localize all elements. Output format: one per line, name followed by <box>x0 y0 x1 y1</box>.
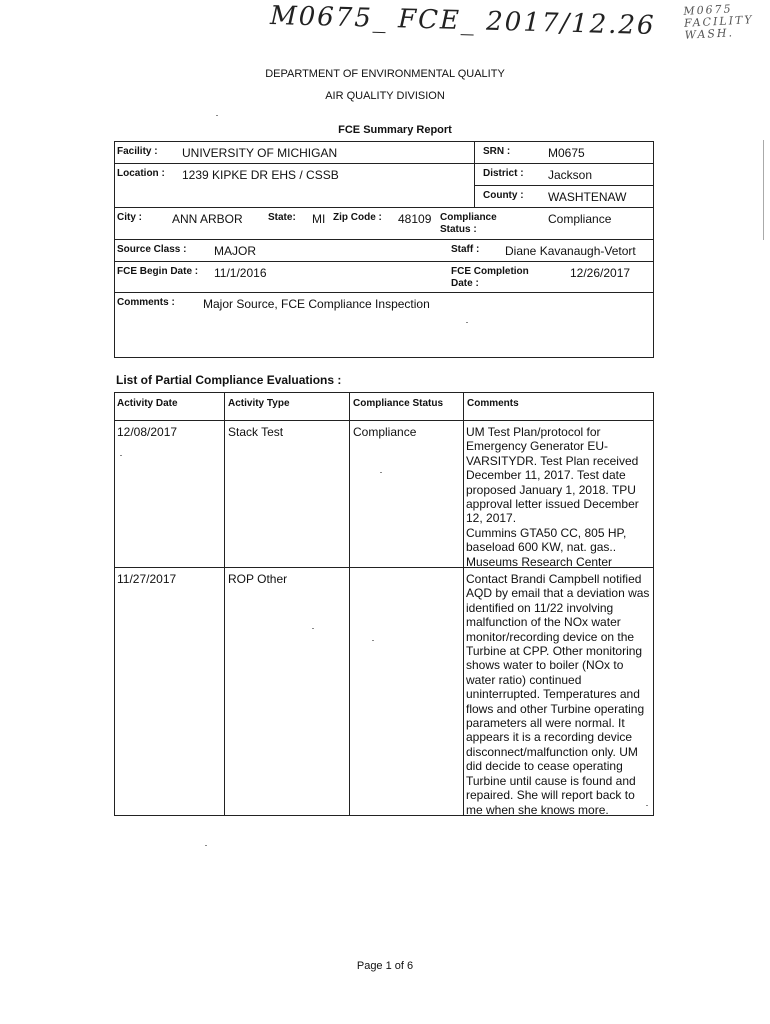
comment-line: did decide to cease operating <box>466 759 623 774</box>
scan-speck <box>216 115 218 116</box>
division-heading: AIR QUALITY DIVISION <box>325 90 445 102</box>
scan-speck <box>312 628 314 629</box>
comment-line: malfunction of the NOx water <box>466 615 621 630</box>
compliance-status-label-2: Status : <box>440 224 477 235</box>
fce-completion-label: FCE Completion <box>451 266 529 277</box>
comment-line: water ratio) continued <box>466 672 582 687</box>
county-label: County : <box>483 190 524 201</box>
column-header-activity-type: Activity Type <box>228 398 290 409</box>
comment-line: VARSITYDR. Test Plan received <box>466 453 639 468</box>
facility-label: Facility : <box>117 146 158 157</box>
source-class-label: Source Class : <box>117 244 187 255</box>
comment-line: shows water to boiler (NOx to <box>466 658 624 673</box>
comment-line: repaired. She will report back to <box>466 788 635 803</box>
facility-value: UNIVERSITY OF MICHIGAN <box>182 146 338 160</box>
srn-label: SRN : <box>483 146 511 157</box>
city-label: City : <box>117 212 142 223</box>
corner-note-line: FACILITY <box>683 13 754 30</box>
city-value: ANN ARBOR <box>172 212 243 226</box>
comments-cell <box>466 572 654 817</box>
zip-value: 48109 <box>398 212 432 226</box>
scan-edge-mark <box>763 140 764 240</box>
comment-line: Turbine until cause is found and <box>466 773 636 788</box>
state-value: MI <box>312 212 326 226</box>
corner-note-line: M0675 <box>683 2 733 18</box>
comment-line: 12, 2017. <box>466 511 517 526</box>
comment-line: December 11, 2017. Test date <box>466 468 626 483</box>
compliance-status-cell: Compliance <box>353 425 417 439</box>
handwritten-corner-note <box>683 2 754 42</box>
comment-line: identified on 11/22 involving <box>466 600 614 615</box>
comment-line: me when she knows more. <box>466 802 609 817</box>
fce-begin-label: FCE Begin Date : <box>117 266 199 277</box>
comments-cell <box>466 425 654 569</box>
comment-line: monitor/recording device on the <box>466 629 635 644</box>
partial-evaluations-title: List of Partial Compliance Evaluations : <box>116 373 342 387</box>
column-header-activity-date: Activity Date <box>117 398 178 409</box>
compliance-status-label: Compliance <box>440 212 497 223</box>
activity-type-cell: ROP Other <box>228 572 288 586</box>
comment-line: AQD by email that a deviation was <box>466 586 650 601</box>
fce-completion-label-2: Date : <box>451 278 479 289</box>
location-value: 1239 KIPKE DR EHS / CSSB <box>182 168 339 182</box>
comments-value: Major Source, FCE Compliance Inspection <box>203 297 430 311</box>
comment-line: baseload 600 KW, nat. gas.. <box>466 540 617 555</box>
comment-line: parameters all were normal. It <box>466 716 625 731</box>
comment-line: approval letter issued December <box>466 497 639 512</box>
column-header-comments: Comments <box>467 398 519 409</box>
comment-line: flows and other Turbine operating <box>466 701 645 716</box>
column-header-compliance-status: Compliance Status <box>353 398 444 409</box>
handwritten-file-label: M0675_ FCE_ 2017/12.26 <box>269 0 656 42</box>
activity-type-cell: Stack Test <box>228 425 284 439</box>
compliance-status-value: Compliance <box>548 212 612 226</box>
fce-begin-value: 11/1/2016 <box>214 266 267 280</box>
scan-speck <box>120 455 122 456</box>
srn-value: M0675 <box>548 146 585 160</box>
scan-speck <box>380 472 382 473</box>
comment-line: Museums Research Center <box>466 554 613 569</box>
zip-label: Zip Code : <box>333 212 382 223</box>
staff-label: Staff : <box>451 244 480 255</box>
scan-speck <box>372 640 374 641</box>
page-number: Page 1 of 6 <box>356 960 414 972</box>
comment-line: Emergency Generator EU- <box>466 439 609 454</box>
comment-line: uninterrupted. Temperatures and <box>466 687 640 702</box>
comment-line: Cummins GTA50 CC, 805 HP, <box>466 525 627 540</box>
comments-label: Comments : <box>117 297 175 308</box>
district-label: District : <box>483 168 524 179</box>
comment-line: proposed January 1, 2018. TPU <box>466 482 636 497</box>
corner-note-line: WASH. <box>684 26 735 42</box>
department-heading: DEPARTMENT OF ENVIRONMENTAL QUALITY <box>265 68 505 80</box>
state-label: State: <box>268 212 296 223</box>
comment-line: Turbine at CPP. Other monitoring <box>466 644 643 659</box>
scan-speck <box>205 845 207 846</box>
fce-completion-value: 12/26/2017 <box>570 266 631 280</box>
comment-line: UM Test Plan/protocol for <box>466 425 601 439</box>
county-value: WASHTENAW <box>548 190 627 204</box>
comment-line: Contact Brandi Campbell notified <box>466 572 642 586</box>
report-title: FCE Summary Report <box>338 124 452 136</box>
activity-date-cell: 12/08/2017 <box>117 425 178 439</box>
district-value: Jackson <box>548 168 593 182</box>
location-label: Location : <box>117 168 165 179</box>
source-class-value: MAJOR <box>214 244 256 258</box>
scan-speck <box>646 805 648 806</box>
scan-speck <box>466 322 468 323</box>
comment-line: appears it is a recording device <box>466 730 633 745</box>
activity-date-cell: 11/27/2017 <box>117 572 177 586</box>
staff-value: Diane Kavanaugh-Vetort <box>505 244 636 258</box>
comment-line: disconnect/malfunction only. UM <box>466 744 638 759</box>
